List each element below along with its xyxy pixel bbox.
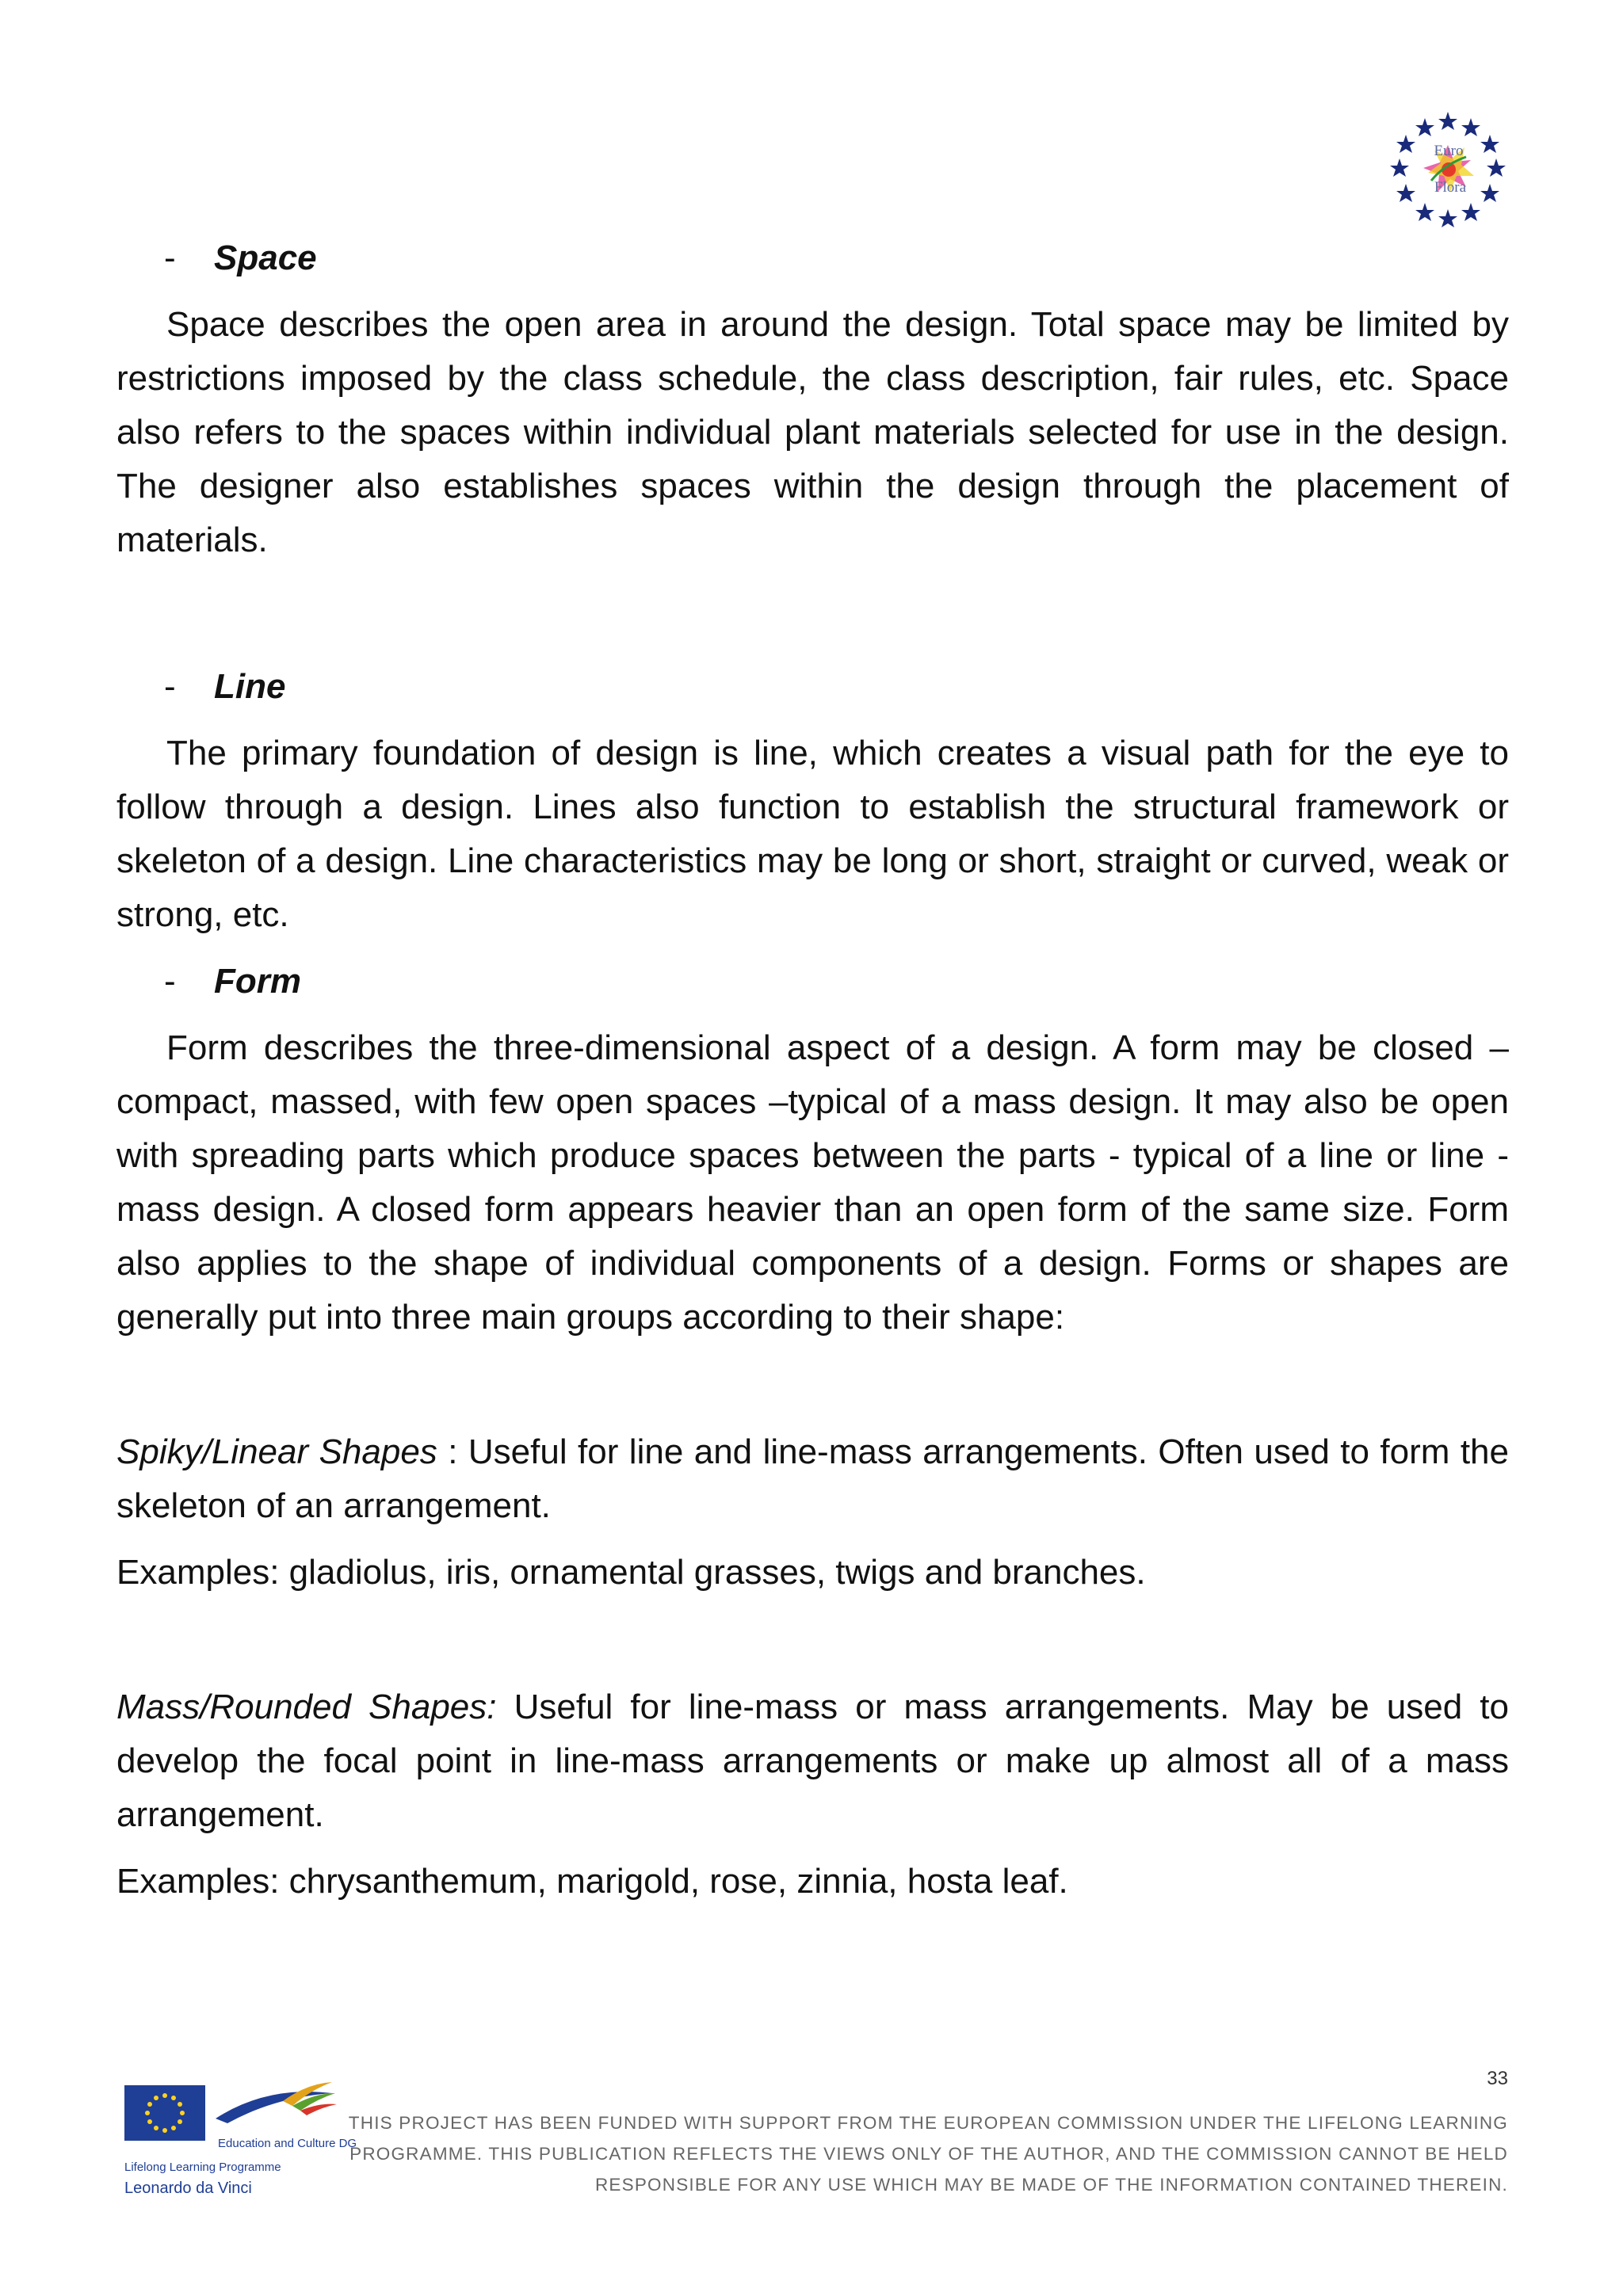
shape-description: Useful for line-mass or mass arrangements. May be used to develop the focal point in line-mass arrangements or make up almost all of a mass arrangement.: [116, 1688, 1509, 1834]
line-paragraph: The primary foundation of design is line, which creates a visual path for the eye to follow through a design. Lines also function to establish the structural framework or skeleton of a design. Line characteristics may be long or short, straight or curved, weak or strong, etc.: [116, 734, 1509, 934]
dg-label: Education and Culture DG: [218, 2137, 357, 2150]
heading-dash: -: [164, 962, 176, 1001]
form-paragraph: Form describes the three-dimensional aspect of a design. A form may be closed – compact, massed, with few open spaces –typical of a mass design. It may also be open with spreading parts which produce spaces between the parts - typical of a line or line - mass design. A closed form appears heavier than an open form of the same size. Form also applies to the shape of individual components of a design. Forms or shapes are generally put into three main groups according to their shape:: [116, 1028, 1509, 1337]
section-heading-line: [116, 660, 1509, 714]
heading-title: Line: [214, 667, 286, 706]
section-heading-form: [116, 955, 1509, 1009]
disclaimer-line: THIS PROJECT HAS BEEN FUNDED WITH SUPPORT FROM THE EUROPEAN COMMISSION UNDER THE LIFELONG LEARNING: [348, 2113, 1508, 2133]
page-number: 33: [1487, 2068, 1508, 2089]
mass-examples: Examples: chrysanthemum, marigold, rose, zinnia, hosta leaf.: [116, 1862, 1068, 1901]
programme-label: Lifelong Learning Programme: [124, 2161, 281, 2174]
funding-disclaimer: [319, 2107, 1508, 2200]
shape-description: : Useful for line and line-mass arrangements. Often used to form the skeleton of an arrangement.: [116, 1432, 1509, 1525]
heading-dash: -: [164, 238, 176, 277]
shape-term: Spiky/Linear Shapes: [116, 1432, 437, 1471]
spiky-shapes-paragraph: [116, 1425, 1509, 1533]
space-paragraph: Space describes the open area in around the design. Total space may be limited by restrictions imposed by the class schedule, the class description, fair rules, etc. Space also refers to the spaces within individual plant materials selected for use in the design. The designer also establishes spaces within the design through the placement of materials.: [116, 305, 1509, 559]
heading-title: Form: [214, 962, 301, 1001]
section-heading-space: [116, 231, 1509, 285]
heading-dash: -: [164, 667, 176, 706]
logo-word-flora: Flora: [1434, 179, 1467, 196]
main-content: [116, 231, 1509, 1909]
spiky-examples: Examples: gladiolus, iris, ornamental grasses, twigs and branches.: [116, 1553, 1146, 1592]
leonardo-label: Leonardo da Vinci: [124, 2180, 252, 2197]
disclaimer-line: PROGRAMME. THIS PUBLICATION REFLECTS THE VIEWS ONLY OF THE AUTHOR, AND THE COMMISSION CANNOT BE HELD: [349, 2144, 1508, 2164]
logo-word-euro: Euro: [1434, 143, 1464, 159]
euroflora-logo: [1388, 109, 1507, 232]
heading-title: Space: [214, 238, 317, 277]
disclaimer-line: RESPONSIBLE FOR ANY USE WHICH MAY BE MADE OF THE INFORMATION CONTAINED THEREIN.: [594, 2175, 1508, 2195]
mass-shapes-paragraph: [116, 1680, 1509, 1842]
shape-term: Mass/Rounded Shapes:: [116, 1688, 497, 1726]
